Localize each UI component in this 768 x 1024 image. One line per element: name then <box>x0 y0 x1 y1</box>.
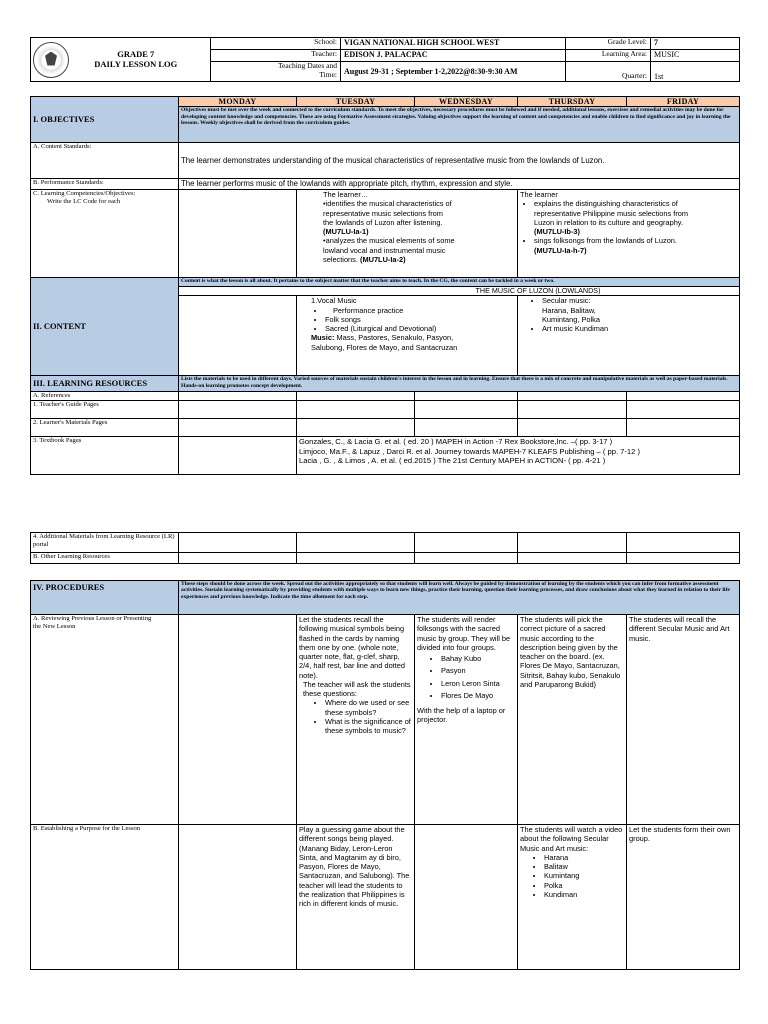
competencies-label-line2: Write the LC Code for each <box>47 197 121 205</box>
procedure-b-tuesday: Play a guessing game about the different songs being played. (Manang Biday, Leron-Leron Sinta, and Magtanim ay di biro, Pasyon, Flores de Mayo, Santacruzan, and Salubong). The teacher will lead the students to the realization that Philippines is rich in different kinds of music. <box>297 825 415 970</box>
content-title: II. CONTENT <box>31 278 179 376</box>
tue-objective-2-text: analyzes the musical elements of some lowland vocal and instrumental music selections. <box>323 236 455 264</box>
procedure-a-wednesday-text-2: With the help of a laptop or projector. <box>417 706 506 725</box>
procedure-a-monday <box>179 615 297 825</box>
procedure-b-thursday-text: The students will watch a video about the following Secular Music and Art music: <box>520 825 623 853</box>
performance-standards-label: B. Performance Standards: <box>31 179 179 190</box>
day-tuesday: TUESDAY <box>297 97 415 107</box>
performance-standards-value: The learner performs music of the lowlands with appropriate pitch, rhythm, expression and style. <box>179 179 740 190</box>
cell <box>179 533 297 553</box>
music-list-text: Mass, Pastores, Senakulo, Pasyon, Salubong, Flores de Mayo, and Santacruzan <box>311 333 458 352</box>
cell <box>415 553 518 564</box>
textbook-line: Gonzales, C., & Lacia G. et al. ( ed. 20 ) MAPEH in Action -7 Rex Bookstore,Inc. –( pp. 3-17 ) <box>299 437 613 447</box>
cell <box>518 533 627 553</box>
learning-area-value: MUSIC <box>651 50 740 62</box>
folksong-item: • Bahay Kubo <box>441 654 515 663</box>
content-tue-item: • Folk songs <box>325 315 515 324</box>
day-friday: FRIDAY <box>627 97 740 107</box>
thu-objective-1-text: explains the distinguishing characteristics of representative Philippine music selections from Luzon in relation to its culture and geography. <box>534 199 689 227</box>
cell <box>518 401 627 419</box>
tue-objective-1: •identifies the musical characteristics of representative music selections from the lowlands of Luzon after listening. (MU7LU-Ia-1) <box>323 199 452 237</box>
content-tue-item: • Sacred (Liturgical and Devotional) <box>325 324 515 333</box>
day-monday: MONDAY <box>179 97 297 107</box>
competencies-monday <box>179 190 297 278</box>
procedure-a-question: • Where do we used or see these symbols? <box>325 698 412 717</box>
cell <box>179 437 297 475</box>
grade-level-value: 7 <box>651 38 740 50</box>
cell <box>179 419 297 437</box>
procedure-a-tuesday <box>297 615 415 825</box>
objectives-note: Objectives must be met over the week and connected to the curriculum standards. To meet the objectives, necessary procedures must be followed and if needed, additional lessons, exercises and remedial activities may be done for developing content knowledge and competencies. These are using Formative Assessment strategies. Valuing objectives support the learning of content and competencies and enable children to find significance and joy in learning the lessons. Weekly objectives shall be derived from the curriculum guides. <box>179 107 740 143</box>
dates-value: August 29-31 ; September 1-2,2022@8:30-9:30 AM <box>341 62 566 82</box>
cell <box>415 401 518 419</box>
content-monday <box>179 296 297 376</box>
video-item: • Balitaw <box>544 862 624 871</box>
tue-learner-lead: The learner… <box>323 190 369 200</box>
content-topic: THE MUSIC OF LUZON (LOWLANDS) <box>179 287 740 296</box>
content-note: Content is what the lesson is all about. It pertains to the subject matter that the teacher aims to teach. In the CG, the content can be tackled in a week or two. <box>179 278 740 287</box>
cell <box>415 392 518 401</box>
procedure-a-wednesday <box>415 615 518 825</box>
cell <box>518 553 627 564</box>
thu-objective-2 <box>534 236 697 255</box>
thu-objective-2-text: sings folksongs from the lowlands of Luzon. <box>534 236 677 246</box>
cell <box>179 392 297 401</box>
tue-objective-2-code: (MU7LU-Ia-2) <box>359 254 406 264</box>
folksong-item: • Pasyon <box>441 666 515 675</box>
competencies-label <box>31 190 179 278</box>
additional-materials-label: 4. Additional Materials from Learning Resource (LR) portal <box>31 533 179 553</box>
procedures-title: IV. PROCEDURES <box>31 581 179 615</box>
other-resources-label: B. Other Learning Resources <box>31 553 179 564</box>
procedure-a-thursday: The students will pick the correct picture of a sacred music according to the description being given by the teacher on the board. (ex. Flores De Mayo, Santacruzan, Sitritsit, Bahay kubo, Senakulo and Paruparong Bukid) <box>518 615 627 825</box>
tue-objective-1-code: (MU7LU-Ia-1) <box>323 227 369 237</box>
folksong-item: • Leron Leron Sinta <box>441 679 515 688</box>
procedure-a-tuesday-text-2: The teacher will ask the students these questions: <box>303 679 411 698</box>
content-thu-item: • Secular music: Harana, Balitaw, Kumintang, Polka <box>542 296 617 324</box>
cell <box>415 419 518 437</box>
school-label: School: <box>211 38 341 50</box>
procedure-b-thursday <box>518 825 627 970</box>
day-wednesday: WEDNESDAY <box>415 97 518 107</box>
procedure-a-question: • What is the significance of these symbols to music? <box>325 717 412 736</box>
video-item: • Kumintang <box>544 871 624 880</box>
cell <box>518 392 627 401</box>
content-standards-value: The learner demonstrates understanding of the musical characteristics of representative music from the lowlands of Luzon. <box>179 143 740 179</box>
procedure-a-friday: The students will recall the different Secular Music and Art music. <box>627 615 740 825</box>
content-thursday <box>518 296 740 376</box>
textbook-line: Lacia , G. , & Limos , A. et al. ( ed.2015 ) The 21st Century MAPEH in ACTION- ( pp. 4-21 ) <box>299 456 606 466</box>
cell <box>179 401 297 419</box>
vocal-music-heading: 1.Vocal Music <box>311 296 357 306</box>
procedure-b-label: B. Establishing a Purpose for the Lesson <box>31 825 179 970</box>
procedure-a-tuesday-text: Let the students recall the following musical symbols being flashed in the cards by naming them one by one. (whole note, quarter note, flat, g-clef, sharp, 2/4, half rest, bar line and dotted note). <box>299 615 406 680</box>
cell <box>297 553 415 564</box>
textbook-line: Limjoco, Ma.F., & Lapuz , Darci R. et al. Journey towards MAPEH-7 KLEAFS Publishing – ( pp. 7-12 ) <box>299 446 641 456</box>
dates-label <box>211 62 341 82</box>
cell <box>627 401 740 419</box>
log-title: DAILY LESSON LOG <box>94 58 178 69</box>
cell <box>297 401 415 419</box>
competencies-label-line1: C. Learning Competencies/Objectives: <box>33 190 136 198</box>
header-table <box>30 37 740 82</box>
tue-objective-2: •analyzes the musical elements of some lowland vocal and instrumental music selections. (MU7LU-Ia-2) <box>323 236 455 264</box>
day-thursday: THURSDAY <box>518 97 627 107</box>
music-label: Music: <box>311 333 335 343</box>
tue-objective-1-text: identifies the musical characteristics of representative music selections from the lowlands of Luzon after listening. <box>323 199 452 227</box>
thu-learner-lead: The learner <box>520 190 558 200</box>
quarter-label: Quarter: <box>566 62 651 82</box>
cell <box>627 392 740 401</box>
content-tue-item: • Performance practice <box>325 306 515 315</box>
cell <box>518 419 627 437</box>
procedure-a-label: A. Reviewing Previous Lesson or Presenting the New Lesson <box>31 615 179 825</box>
cell <box>627 553 740 564</box>
cell <box>297 419 415 437</box>
quarter-value: 1st <box>651 62 740 82</box>
video-item: • Harana <box>544 853 624 862</box>
learners-material-label: 2. Learner's Materials Pages <box>31 419 179 437</box>
resources-title: III. LEARNING RESOURCES <box>31 376 179 392</box>
cell <box>297 392 415 401</box>
cell <box>627 419 740 437</box>
thu-objective-1-code: (MU7LU-Ib-3) <box>534 227 580 237</box>
procedure-b-wednesday <box>415 825 518 970</box>
procedure-b-friday: Let the students form their own group. <box>627 825 740 970</box>
music-list <box>311 333 515 352</box>
textbook-references <box>297 437 740 475</box>
main-table <box>30 96 740 475</box>
cell <box>415 533 518 553</box>
objectives-title: I. OBJECTIVES <box>31 97 179 143</box>
procedure-a-wednesday-text: The students will render folksongs with the sacred music by group. They will be divided into four groups. <box>417 615 511 652</box>
resources-note: Lists the materials to be used in different days. Varied sources of materials sustain children's interest in the lesson and in learning. Ensure that there is a mix of concrete and manipulative materials as well as paper-based materials. Hands-on learning promotes concept development. <box>179 376 740 392</box>
school-value: VIGAN NATIONAL HIGH SCHOOL WEST <box>341 38 566 50</box>
thu-objective-1 <box>534 199 697 236</box>
resources-continued-table <box>30 532 740 564</box>
teachers-guide-label: 1. Teacher's Guide Pages <box>31 401 179 419</box>
header-title-block <box>31 38 211 82</box>
cell <box>627 533 740 553</box>
folksong-item: • Flores De Mayo <box>441 691 515 700</box>
video-item: • Polka <box>544 881 624 890</box>
procedure-b-monday <box>179 825 297 970</box>
content-tuesday <box>297 296 518 376</box>
textbook-label: 3. Textbook Pages <box>31 437 179 475</box>
video-item: • Kundiman <box>544 890 624 899</box>
content-standards-label: A. Content Standards: <box>31 143 179 179</box>
teacher-value: EDISON J. PALACPAC <box>341 50 566 62</box>
cell <box>179 553 297 564</box>
cell <box>297 533 415 553</box>
thu-objective-2-code: (MU7LU-Ia-h-7) <box>534 245 587 255</box>
procedures-table <box>30 580 740 970</box>
dates-label-line1: Teaching Dates and <box>277 61 337 70</box>
content-thu-item: • Art music Kundiman <box>542 324 617 333</box>
references-label: A. References <box>31 392 179 401</box>
teacher-label: Teacher: <box>211 50 341 62</box>
dates-label-line2: Time: <box>319 69 337 79</box>
grade-title: GRADE 7 <box>117 48 155 59</box>
deped-seal-icon <box>33 42 69 78</box>
vocal-music-text: Vocal Music <box>317 296 357 306</box>
grade-level-label: Grade Level: <box>566 38 651 50</box>
learning-area-label: Learning Area: <box>566 50 651 62</box>
procedures-note: These steps should be done across the week. Spread out the activities appropriately so that students will learn well. Always be guided by demonstration of learning by the students which you can infer from formative assessment activities. Sustain learning systematically by providing students with multiple ways to learn new things, practice their learning, question their learning processes, and draw conclusions about what they learned in relation to their life experiences and previous knowledge. Indicate the time allotment for each step. <box>179 581 740 615</box>
competencies-thursday <box>518 190 740 278</box>
competencies-tuesday <box>297 190 518 278</box>
